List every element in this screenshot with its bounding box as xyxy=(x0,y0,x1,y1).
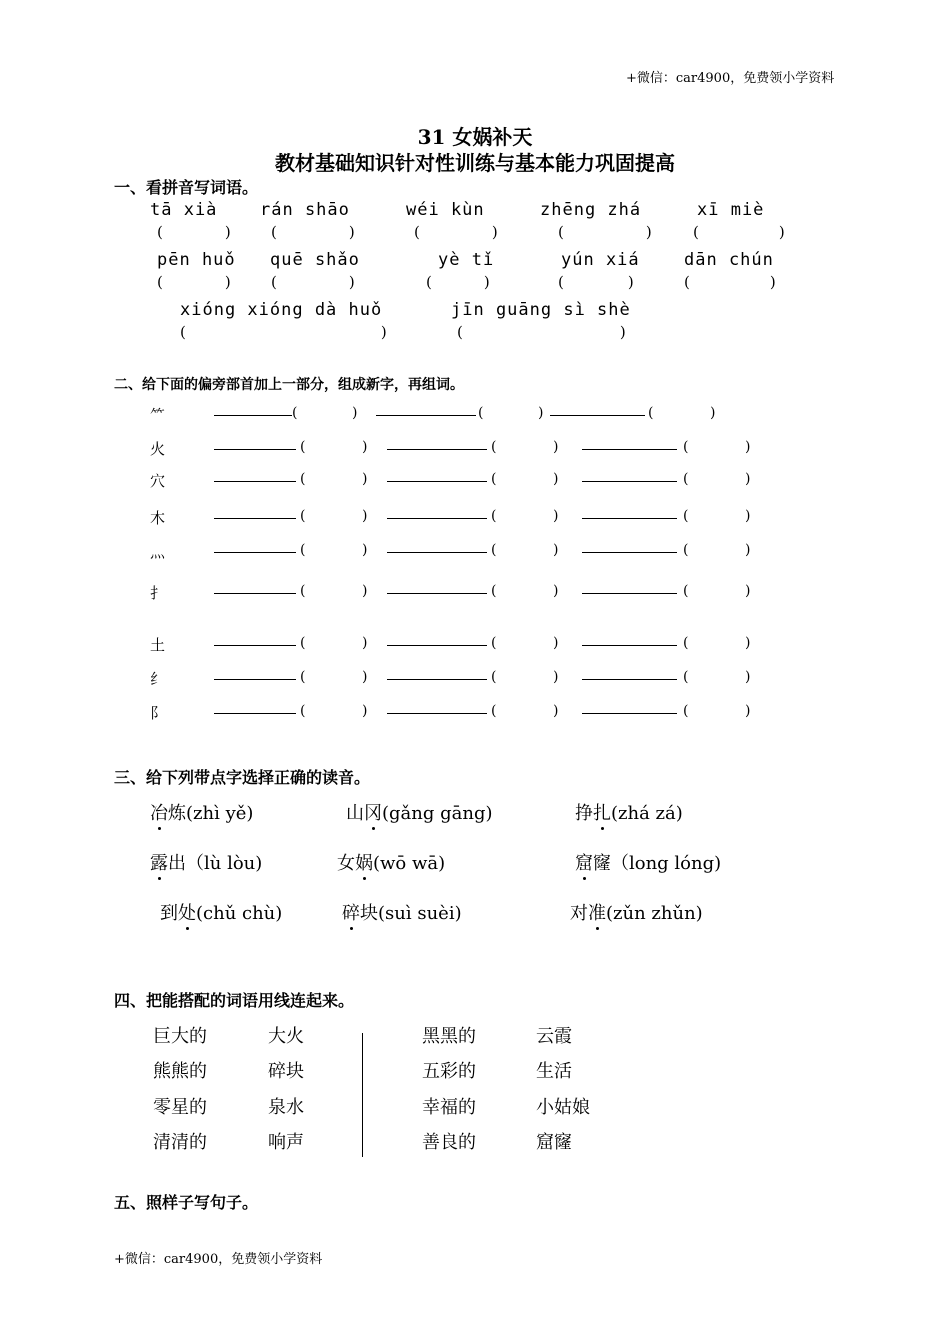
match-word-left[interactable]: 巨大的 xyxy=(153,1026,207,1047)
reading-item: 挣扎(zhá zá) xyxy=(575,803,683,824)
paren-right: ) xyxy=(745,703,751,719)
blank-line[interactable] xyxy=(214,538,296,553)
match-word-left[interactable]: 善良的 xyxy=(422,1132,476,1153)
section5-heading: 五、照样子写句子。 xyxy=(114,1193,259,1212)
blank-line[interactable] xyxy=(582,504,677,519)
paren-right: ) xyxy=(553,439,559,455)
radical: 土 xyxy=(150,636,166,654)
paren-right: ) xyxy=(745,635,751,651)
pinyin: pēn huǒ xyxy=(157,250,236,270)
blank-line[interactable] xyxy=(582,467,677,482)
paren-left: ( xyxy=(300,635,306,651)
match-word-left[interactable]: 五彩的 xyxy=(422,1061,476,1082)
paren-left: ( xyxy=(491,439,497,455)
reading-item: 女娲(wō wā) xyxy=(337,853,446,874)
blank-line[interactable] xyxy=(214,579,296,594)
match-word-left[interactable]: 零星的 xyxy=(153,1097,207,1118)
paren-left: ( xyxy=(683,508,689,524)
blank-line[interactable] xyxy=(387,467,487,482)
paren-right: ) xyxy=(553,542,559,558)
paren-left: ( xyxy=(683,635,689,651)
blank-line[interactable] xyxy=(214,401,292,416)
paren-right: ) xyxy=(553,669,559,685)
paren-left: ( xyxy=(683,583,689,599)
page-title: 31 女娲补天 xyxy=(417,125,533,149)
paren-left: ( xyxy=(491,669,497,685)
paren-right: ) xyxy=(710,405,716,421)
blank-line[interactable] xyxy=(387,699,487,714)
paren-left: ( xyxy=(491,542,497,558)
blank-line[interactable] xyxy=(582,538,677,553)
paren-right: ) xyxy=(362,583,368,599)
match-word-left[interactable]: 幸福的 xyxy=(422,1097,476,1118)
reading-item: 窟窿（long lóng) xyxy=(575,853,722,874)
answer-paren[interactable]: ( ) xyxy=(558,273,634,291)
reading-item: 对准(zǔn zhǔn) xyxy=(570,903,703,924)
footer-note: +微信：car4900，免费领小学资料 xyxy=(114,1252,323,1267)
answer-paren[interactable]: ( ) xyxy=(684,273,776,291)
section1-heading: 一、看拼音写词语。 xyxy=(114,178,259,197)
paren-left: ( xyxy=(683,703,689,719)
blank-line[interactable] xyxy=(387,665,487,680)
answer-paren[interactable]: ( ) xyxy=(457,323,626,341)
paren-right: ) xyxy=(362,508,368,524)
blank-line[interactable] xyxy=(387,435,487,450)
paren-right: ) xyxy=(745,439,751,455)
pinyin: dān chún xyxy=(684,250,774,270)
paren-right: ) xyxy=(553,583,559,599)
paren-right: ) xyxy=(745,583,751,599)
blank-line[interactable] xyxy=(214,631,296,646)
pinyin: yè tǐ xyxy=(438,250,495,270)
radical: 纟 xyxy=(150,670,166,688)
answer-paren[interactable]: ( ) xyxy=(157,223,231,241)
reading-item: 冶炼(zhì yě) xyxy=(150,803,254,824)
paren-right: ) xyxy=(745,471,751,487)
answer-paren[interactable]: ( ) xyxy=(414,223,498,241)
paren-left: ( xyxy=(491,703,497,719)
blank-line[interactable] xyxy=(550,401,645,416)
pinyin: xióng xióng dà huǒ xyxy=(180,300,383,320)
pinyin: jīn guāng sì shè xyxy=(451,300,631,320)
paren-left: ( xyxy=(683,471,689,487)
paren-left: ( xyxy=(491,508,497,524)
paren-right: ) xyxy=(362,703,368,719)
column-divider xyxy=(362,1033,363,1157)
paren-right: ) xyxy=(553,635,559,651)
paren-left: ( xyxy=(491,583,497,599)
paren-right: ) xyxy=(362,471,368,487)
section4-heading: 四、把能搭配的词语用线连起来。 xyxy=(114,991,355,1010)
answer-paren[interactable]: ( ) xyxy=(157,273,231,291)
match-word-right[interactable]: 小姑娘 xyxy=(536,1097,590,1118)
reading-item: 山冈(gǎng gāng) xyxy=(346,803,493,824)
reading-item: 露出（lù lòu) xyxy=(150,853,263,874)
pinyin: wéi kùn xyxy=(406,200,485,220)
paren-left: ( xyxy=(300,669,306,685)
pinyin: zhēng zhá xyxy=(540,200,642,220)
paren-left: ( xyxy=(300,703,306,719)
paren-right: ) xyxy=(553,703,559,719)
answer-paren[interactable]: ( ) xyxy=(271,273,355,291)
blank-line[interactable] xyxy=(582,631,677,646)
paren-right: ) xyxy=(362,669,368,685)
paren-left: ( xyxy=(300,439,306,455)
paren-left: ( xyxy=(491,471,497,487)
paren-right: ) xyxy=(362,635,368,651)
paren-right: ) xyxy=(745,508,751,524)
pinyin: xī miè xyxy=(697,200,765,220)
paren-right: ) xyxy=(553,471,559,487)
reading-item: 碎块(suì suèi) xyxy=(342,903,462,924)
match-word-right[interactable]: 响声 xyxy=(268,1132,304,1153)
paren-left: ( xyxy=(292,405,298,421)
blank-line[interactable] xyxy=(214,504,296,519)
answer-paren[interactable]: ( ) xyxy=(426,273,490,291)
radical: 火 xyxy=(150,440,166,458)
match-word-right[interactable]: 生活 xyxy=(536,1061,572,1082)
match-word-right[interactable]: 碎块 xyxy=(268,1061,304,1082)
section2-heading: 二、给下面的偏旁部首加上一部分，组成新字，再组词。 xyxy=(114,377,464,393)
blank-line[interactable] xyxy=(387,538,487,553)
paren-left: ( xyxy=(300,508,306,524)
match-word-right[interactable]: 窟窿 xyxy=(536,1132,572,1153)
paren-left: ( xyxy=(648,405,654,421)
blank-line[interactable] xyxy=(582,699,677,714)
answer-paren[interactable]: ( ) xyxy=(271,223,355,241)
paren-left: ( xyxy=(683,669,689,685)
blank-line[interactable] xyxy=(387,579,487,594)
radical: 灬 xyxy=(150,543,166,561)
paren-right: ) xyxy=(745,542,751,558)
match-word-right[interactable]: 云霞 xyxy=(536,1026,572,1047)
answer-paren[interactable]: ( ) xyxy=(558,223,652,241)
blank-line[interactable] xyxy=(214,665,296,680)
blank-line[interactable] xyxy=(387,504,487,519)
blank-line[interactable] xyxy=(214,467,296,482)
paren-left: ( xyxy=(300,542,306,558)
paren-left: ( xyxy=(478,405,484,421)
pinyin: quē shǎo xyxy=(270,250,360,270)
paren-left: ( xyxy=(300,471,306,487)
answer-paren[interactable]: ( ) xyxy=(693,223,785,241)
blank-line[interactable] xyxy=(387,631,487,646)
pinyin: tā xià xyxy=(150,200,218,220)
paren-right: ) xyxy=(352,405,358,421)
paren-right: ) xyxy=(553,508,559,524)
paren-right: ) xyxy=(538,405,544,421)
paren-left: ( xyxy=(683,439,689,455)
radical: 穴 xyxy=(150,472,166,490)
paren-left: ( xyxy=(300,583,306,599)
blank-line[interactable] xyxy=(582,435,677,450)
pinyin: rán shāo xyxy=(260,200,350,220)
paren-left: ( xyxy=(683,542,689,558)
match-word-right[interactable]: 大火 xyxy=(268,1026,304,1047)
radical: 木 xyxy=(150,509,166,527)
blank-line[interactable] xyxy=(376,401,476,416)
paren-right: ) xyxy=(745,669,751,685)
reading-item: 到处(chǔ chù) xyxy=(160,903,283,924)
radical: ⺮ xyxy=(150,406,166,424)
paren-left: ( xyxy=(491,635,497,651)
answer-paren[interactable]: ( ) xyxy=(180,323,387,341)
paren-right: ) xyxy=(362,542,368,558)
blank-line[interactable] xyxy=(582,665,677,680)
blank-line[interactable] xyxy=(214,699,296,714)
match-word-left[interactable]: 黑黑的 xyxy=(422,1026,476,1047)
header-note: +微信：car4900，免费领小学资料 xyxy=(626,71,835,86)
blank-line[interactable] xyxy=(582,579,677,594)
paren-right: ) xyxy=(362,439,368,455)
pinyin: yún xiá xyxy=(561,250,640,270)
radical: 阝 xyxy=(150,704,166,722)
radical: 扌 xyxy=(150,584,166,602)
match-word-left[interactable]: 熊熊的 xyxy=(153,1061,207,1082)
blank-line[interactable] xyxy=(214,435,296,450)
section3-heading: 三、给下列带点字选择正确的读音。 xyxy=(114,768,371,787)
match-word-left[interactable]: 清清的 xyxy=(153,1132,207,1153)
match-word-right[interactable]: 泉水 xyxy=(268,1097,304,1118)
page-subtitle: 教材基础知识针对性训练与基本能力巩固提高 xyxy=(275,151,675,175)
